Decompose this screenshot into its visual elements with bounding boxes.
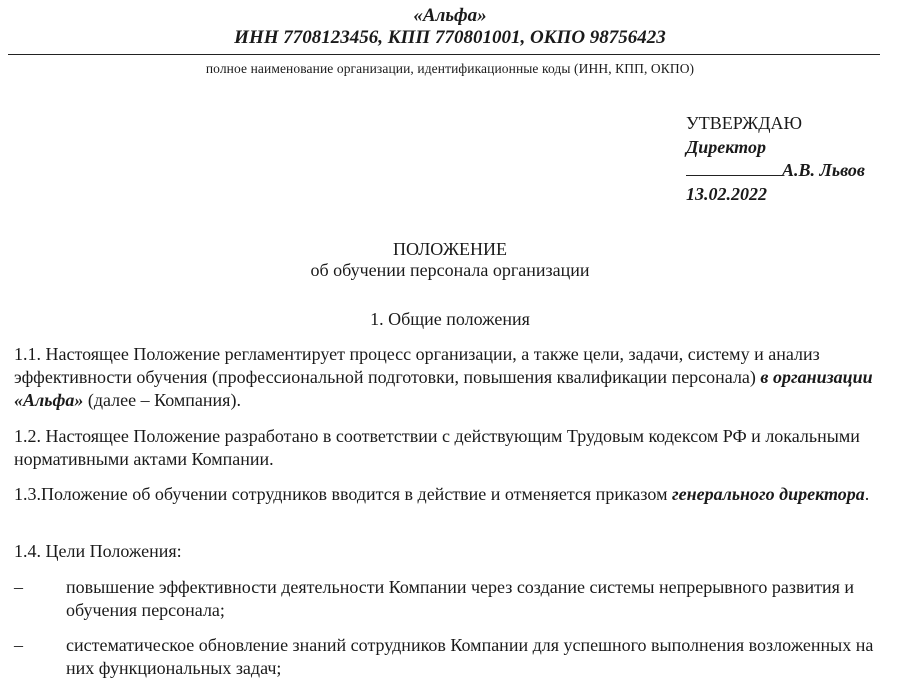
- paragraph-1-3-director: генерального директора: [671, 484, 865, 504]
- paragraph-1-1: [14, 343, 880, 412]
- approval-title: УТВЕРЖДАЮ: [686, 113, 803, 133]
- paragraph-1-1-tail: (далее – Компания).: [83, 390, 241, 410]
- organization-codes: ИНН 7708123456, КПП 770801001, ОКПО 98756423: [234, 27, 666, 48]
- paragraph-1-2: 1.2. Настоящее Положение разработано в соответствии с действующим Трудовым кодексом РФ и локальными нормативными актами Компании.: [14, 426, 860, 469]
- organization-name: «Альфа»: [413, 5, 487, 26]
- header-divider: [8, 54, 880, 55]
- approval-signature-name: А.В. Львов: [782, 160, 865, 180]
- paragraph-1-1-org: в организации «Альфа»: [14, 367, 873, 410]
- list-item-text: повышение эффективности деятельности Компании через создание системы непрерывного развития и обучения персонала;: [66, 577, 854, 620]
- approval-block: [686, 112, 896, 206]
- section-title: 1. Общие положения: [370, 309, 530, 329]
- list-dash: –: [14, 635, 23, 655]
- document-title: ПОЛОЖЕНИЕ: [393, 239, 507, 259]
- approval-signature-line: [686, 159, 896, 183]
- paragraph-1-3-tail: .: [864, 484, 870, 504]
- paragraph-1-1-text: 1.1. Настоящее Положение регламентирует процесс организации, а также цели, задачи, систему и анализ эффективности обучения (профессиональной подготовки, повышения квалификации персонала): [14, 344, 820, 387]
- list-dash: –: [14, 577, 23, 597]
- paragraph-1-4: 1.4. Цели Положения:: [14, 541, 182, 561]
- approval-position: Директор: [686, 136, 766, 157]
- approval-date: 13.02.2022: [686, 183, 767, 204]
- paragraph-1-3: [14, 483, 880, 506]
- signature-blank: [686, 159, 782, 176]
- paragraph-1-3-text: 1.3.Положение об обучении сотрудников вводится в действие и отменяется приказом: [14, 484, 672, 504]
- document-subtitle: об обучении персонала организации: [310, 260, 590, 280]
- list-item-text: систематическое обновление знаний сотрудников Компании для успешного выполнения возложенных на них функциональных задач;: [66, 635, 874, 678]
- header-caption: полное наименование организации, идентификационные коды (ИНН, КПП, ОКПО): [205, 61, 695, 76]
